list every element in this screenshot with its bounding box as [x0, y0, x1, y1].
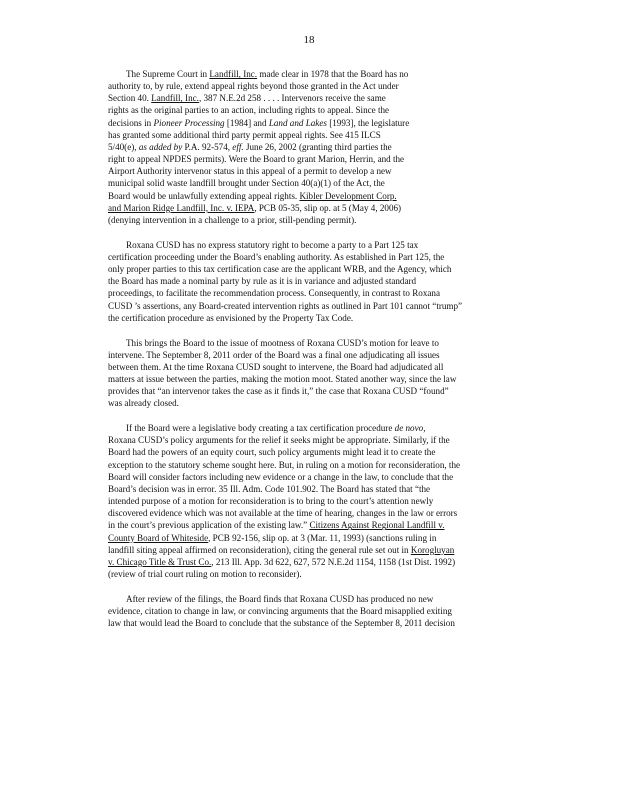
text-line — [108, 459, 522, 471]
text-line — [108, 177, 522, 189]
citation-text: Landfill, Inc. — [151, 93, 199, 104]
text-segment: , — [423, 423, 426, 434]
paragraph-mootness — [108, 337, 522, 410]
text-line — [108, 190, 522, 202]
text-segment: The Supreme Court in — [126, 69, 210, 79]
text-line — [108, 80, 522, 92]
text-line — [108, 312, 522, 324]
text-segment: (denying intervention in a challenge to a prior, still-pending permit). — [108, 214, 357, 225]
text-segment: P.A. 92-574, — [182, 141, 233, 152]
text-segment: Board had the powers of an equity court, such policy arguments might lead it to create the — [108, 447, 436, 458]
text-line — [108, 556, 522, 568]
text-line — [108, 202, 522, 214]
text-line — [108, 287, 522, 299]
text-line — [108, 361, 522, 373]
text-line — [108, 495, 522, 507]
emphasis-text: Land and Lakes — [268, 117, 327, 128]
text-line — [108, 471, 522, 483]
text-line — [108, 519, 522, 531]
text-line — [108, 544, 522, 556]
citation-text: Landfill, Inc. — [209, 69, 258, 79]
text-segment: , 213 Ill. App. 3d 622, 627, 572 N.E.2d 1154, 1158 (1st Dist. 1992) — [211, 556, 456, 567]
text-segment: authority to, by rule, extend appeal rights beyond those granted in the Act under — [108, 81, 399, 92]
page-number: 18 — [303, 34, 315, 46]
text-segment: CUSD ’s assertions, any Board-created intervention rights as outlined in Part 101 cannot “trump” — [108, 300, 463, 311]
text-segment: [1993], the legislature — [326, 117, 410, 128]
text-segment: certification proceeding under the Board’s enabling authority. As established in Part 125, the — [108, 251, 445, 262]
text-line — [108, 385, 522, 397]
text-line — [108, 337, 522, 349]
paragraph-reconsideration-standard — [108, 422, 522, 580]
emphasis-text: de novo — [394, 423, 424, 434]
text-segment: Roxana CUSD has no express statutory right to become a party to a Part 125 tax — [126, 239, 419, 250]
text-segment: was already closed. — [108, 398, 179, 409]
text-segment: evidence, citation to change in law, or convincing arguments that the Board misapplied exiting — [108, 606, 452, 616]
text-line — [108, 568, 522, 580]
text-segment: municipal solid waste landfill brought under Section 40(a)(1) of the Act, the — [108, 178, 385, 189]
text-segment: proceedings, to facilitate the recommendation process. Consequently, in contrast to Roxana — [108, 288, 440, 299]
text-line — [108, 434, 522, 446]
text-segment: rights as the original parties to an action, including rights to appeal. Since the — [108, 105, 390, 116]
text-segment: , PCB 92-156, slip op. at 3 (Mar. 11, 1993) (sanctions ruling in — [208, 532, 437, 543]
text-segment: Roxana CUSD’s policy arguments for the relief it seeks might be appropriate. Similarly, if the — [108, 435, 450, 446]
citation-text: Korogluyan — [410, 544, 455, 555]
text-segment: provides that “an intervenor takes the case as it finds it,” the case that Roxana CUSD “found” — [108, 386, 449, 397]
text-segment: between them. At the time Roxana CUSD sought to intervene, the Board had adjudicated all — [108, 361, 444, 372]
text-line — [108, 239, 522, 251]
text-line — [108, 532, 522, 544]
text-segment: This brings the Board to the issue of mootness of Roxana CUSD’s motion for leave to — [126, 337, 439, 348]
text-segment: discovered evidence which was not available at the time of hearing, changes in the law or errors — [108, 508, 458, 519]
paragraph-quote-landfill — [108, 68, 522, 226]
text-line — [108, 165, 522, 177]
citation-text: Citizens Against Regional Landfill v. — [309, 520, 445, 531]
text-line — [108, 141, 522, 153]
text-line — [108, 117, 522, 129]
text-segment: intervene. The September 8, 2011 order of the Board was a final one adjudicating all issues — [108, 349, 440, 360]
citation-text: v. Chicago Title & Trust Co. — [108, 556, 212, 567]
text-line — [108, 446, 522, 458]
text-line — [108, 92, 522, 104]
text-segment: If the Board were a legislative body creating a tax certification procedure — [126, 423, 395, 434]
text-segment: Board will consider factors including new evidence or a change in the law, to conclude that the — [108, 471, 454, 482]
text-segment: After review of the filings, the Board finds that Roxana CUSD has produced no new — [126, 593, 434, 604]
paragraph-roxana-no-right — [108, 239, 522, 324]
text-line — [108, 275, 522, 287]
text-segment: only proper parties to this tax certification case are the applicant WRB, and the Agency, which — [108, 264, 452, 275]
text-line — [108, 422, 522, 434]
paragraph-board-finding — [108, 593, 522, 629]
text-segment: the Board has made a nominal party by rule as it is in variance and adjusted standard — [108, 276, 417, 287]
emphasis-text: as added by — [138, 141, 183, 152]
text-line — [108, 349, 522, 361]
text-line — [108, 153, 522, 165]
text-line — [108, 373, 522, 385]
text-segment: (review of trial court ruling on motion to reconsider). — [108, 569, 302, 579]
citation-text: Kibler Development Corp. — [299, 190, 397, 201]
text-line — [108, 104, 522, 116]
citation-text: County Board of Whiteside — [108, 532, 209, 543]
text-segment: 5/40(e), — [108, 141, 139, 152]
text-segment: intended purpose of a motion for reconsideration is to bring to the court’s attention newly — [108, 496, 434, 507]
text-segment: landfill siting appeal affirmed on reconsideration), citing the general rule set out in — [108, 544, 411, 555]
text-segment: decisions in — [108, 117, 154, 128]
text-line — [108, 68, 522, 80]
text-segment: Board’s decision was in error. 35 Ill. Adm. Code 101.902. The Board has stated that “the — [108, 483, 431, 494]
text-line — [108, 251, 522, 263]
text-line — [108, 483, 522, 495]
text-segment: Section 40. — [108, 93, 152, 104]
text-line — [108, 397, 522, 409]
text-line — [108, 617, 522, 629]
text-segment: right to appeal NPDES permits). Were the Board to grant Marion, Herrin, and the — [108, 154, 405, 165]
text-line — [108, 593, 522, 605]
text-segment: law that would lead the Board to conclude that the substance of the September 8, 2011 decision — [108, 618, 455, 629]
text-segment: June 26, 2002 (granting third parties the — [243, 141, 392, 152]
text-line — [108, 263, 522, 275]
emphasis-text: Pioneer Processing — [153, 117, 225, 128]
text-segment: has granted some additional third party permit appeal rights. See 415 ILCS — [108, 129, 381, 140]
text-segment: made clear in 1978 that the Board has no — [257, 69, 409, 79]
document-body — [108, 68, 522, 642]
emphasis-text: eff. — [232, 141, 244, 152]
text-line — [108, 300, 522, 312]
text-line — [108, 129, 522, 141]
text-segment: exception to the statutory scheme sought here. But, in ruling on a motion for reconsideration, the — [108, 459, 461, 470]
text-segment: Airport Authority intervenor status in this appeal of a permit to develop a new — [108, 166, 392, 177]
text-segment: [1984] and — [224, 117, 269, 128]
text-line — [108, 507, 522, 519]
text-segment: , PCB 05-35, slip op. at 5 (May 4, 2006) — [254, 202, 402, 213]
text-line — [108, 214, 522, 226]
text-segment: the certification procedure as envisioned by the Property Tax Code. — [108, 312, 354, 323]
text-segment: , 387 N.E.2d 258 . . . . Intervenors receive the same — [198, 93, 386, 104]
text-segment: Board would be unlawfully extending appeal rights. — [108, 190, 300, 201]
text-segment: matters at issue between the parties, making the motion moot. Stated another way, since the law — [108, 373, 457, 384]
citation-text: and Marion Ridge Landfill, Inc. v. IEPA — [108, 202, 255, 213]
text-segment: in the court’s previous application of the existing law.” — [108, 520, 310, 531]
text-line — [108, 605, 522, 617]
